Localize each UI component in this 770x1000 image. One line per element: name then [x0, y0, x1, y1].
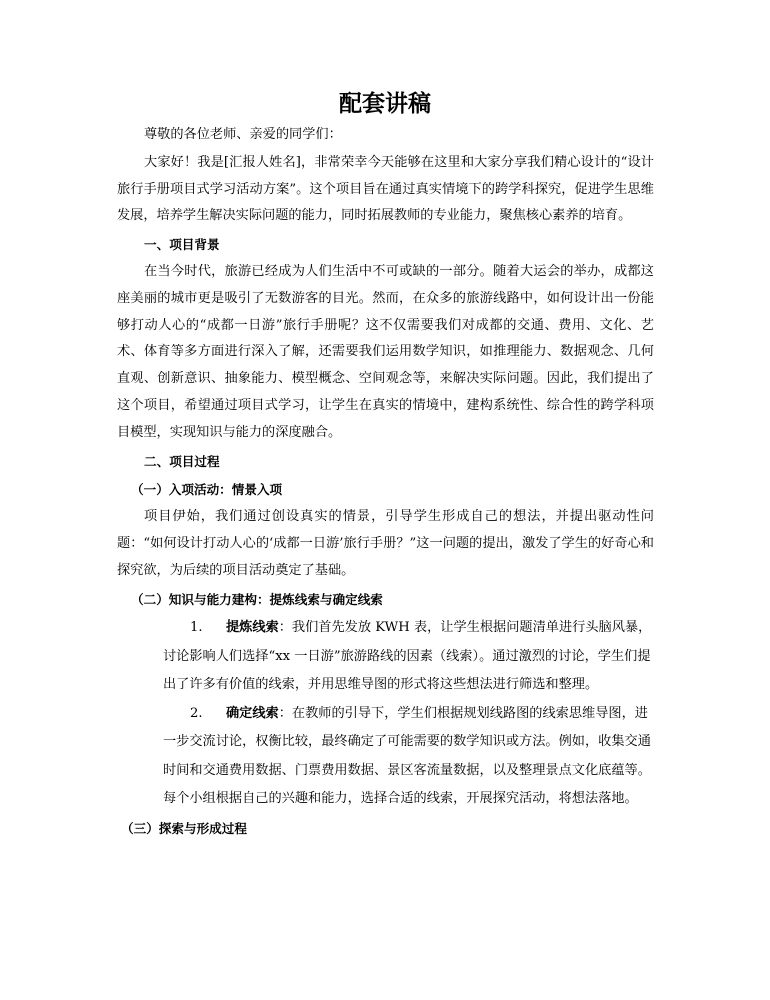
section-heading-background: 一、项目背景	[144, 237, 220, 253]
document-body	[117, 122, 654, 843]
section-heading-process: 二、项目过程	[144, 453, 220, 469]
list-item	[117, 700, 654, 814]
list-item-keyword: 提炼线索	[226, 620, 279, 636]
list-item-text: ：在教师的引导下，学生们根据规划线路图的线索思维导图，进一步交流讨论，权衡比较，最终确定了可能需要的数学知识或方法。例如，收集交通时间和交通费用数据、门票费用数据、景区客流量数据，以及整理景点文化底蕴等。每个小组根据自己的兴趣和能力，选择合适的线索，开展探究活动，将想法落地。	[163, 705, 651, 807]
subsection-heading-knowledge: （二）知识与能力建构：提炼线索与确定线索	[131, 591, 383, 607]
list-item-number: 1.	[190, 620, 203, 636]
greeting: 尊敬的各位老师、亲爱的同学们：	[144, 127, 342, 142]
intro-paragraph: 大家好！我是[汇报人姓名]，非常荣幸今天能够在这里和大家分享我们精心设计的“设计旅行手册项目式学习活动方案”。这个项目旨在通过真实情境下的跨学科探究，促进学生思维发展，培养学生解决实际问题的能力，同时拓展教师的专业能力，聚焦核心素养的培育。	[117, 154, 654, 224]
document-title: 配套讲稿	[339, 91, 431, 117]
entry-paragraph: 项目伊始，我们通过创设真实的情景，引导学生形成自己的想法，并提出驱动性问题：“如何设计打动人心的‘成都一日游’旅行手册？”这一问题的提出，激发了学生的好奇心和探究欲，为后续的项目活动奠定了基础。	[117, 509, 654, 578]
list-item-number: 2.	[190, 705, 203, 721]
list-item-text: ：我们首先发放 KWH 表，让学生根据问题清单进行头脑风暴，讨论影响人们选择“xx 一日游”旅游路线的因素（线索）。通过激烈的讨论，学生们提出了许多有价值的线索，并用思维导图的形式将这些想法进行筛选和整理。	[163, 620, 652, 693]
subsection-heading-entry: （一）入项活动：情景入项	[131, 482, 283, 498]
list-item-keyword: 确定线索	[226, 705, 279, 721]
subsection-heading-explore: （三）探索与形成过程	[121, 820, 247, 836]
background-paragraph: 在当今时代，旅游已经成为人们生活中不可或缺的一部分。随着大运会的举办，成都这座美丽的城市更是吸引了无数游客的目光。然而，在众多的旅游线路中，如何设计出一份能够打动人心的“成都一日游”旅行手册呢？这不仅需要我们对成都的交通、费用、文化、艺术、体育等多方面进行深入了解，还需要我们运用数学知识，如推理能力、数据观念、几何直观、创新意识、抽象能力、模型概念、空间观念等，来解决实际问题。因此，我们提出了这个项目，希望通过项目式学习，让学生在真实的情境中，建构系统性、综合性的跨学科项目模型，实现知识与能力的深度融合。	[117, 263, 654, 440]
list-item	[117, 614, 654, 700]
